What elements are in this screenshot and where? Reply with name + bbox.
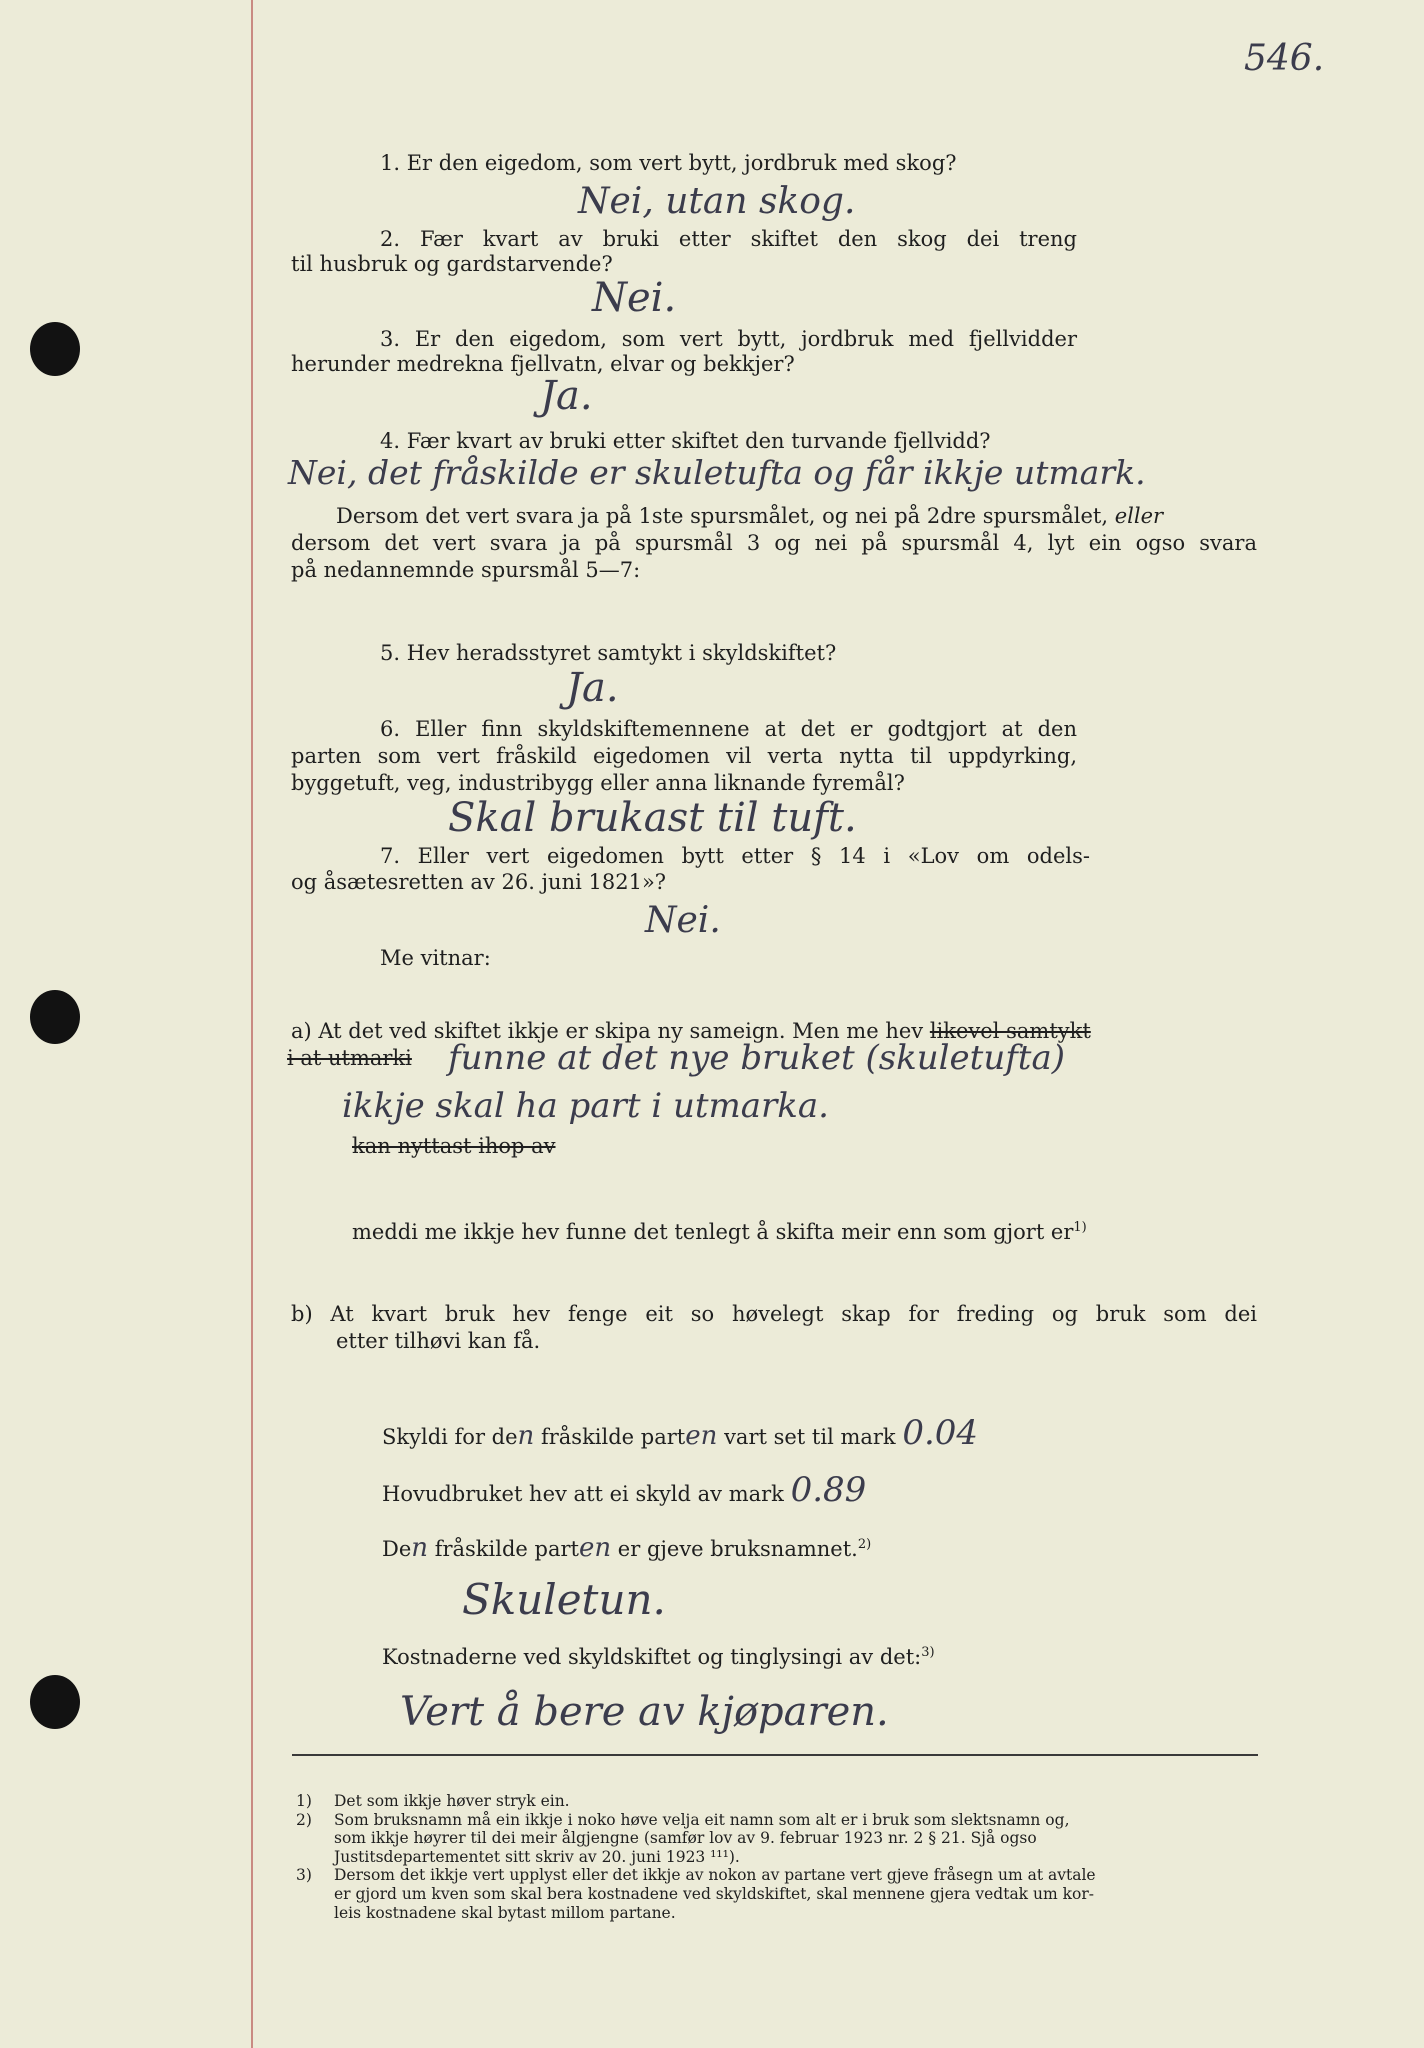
- answer-7: Nei.: [645, 900, 721, 941]
- condition-eller: eller: [1114, 504, 1164, 528]
- answer-4: Nei, det fråskilde er skuletufta og får ikkje utmark.: [288, 453, 1146, 492]
- question-5: 5. Hev heradsstyret samtykt i skyldskiftet?: [380, 641, 837, 665]
- punch-hole: [30, 1675, 80, 1729]
- footnote-rule: [292, 1754, 1258, 1756]
- punch-hole: [30, 322, 80, 376]
- skyld-1-b: fråskilde part: [540, 1425, 686, 1449]
- kostnader-answer: Vert å bere av kjøparen.: [400, 1689, 889, 1735]
- meddi-text: meddi me ikkje hev funne det tenlegt å skifta meir enn som gjort er: [352, 1220, 1074, 1244]
- witness-label: Me vitnar:: [380, 946, 491, 970]
- condition-line-1: [336, 503, 1163, 530]
- skyld-1-hand-1: n: [517, 1421, 535, 1451]
- footnote-line: som ikkje høyrer til dei meir ålgjengne (samfør lov av 9. februar 1923 nr. 2 § 21. Sjå ogso: [334, 1829, 1037, 1848]
- bruksnamn-answer: Skuletun.: [462, 1575, 666, 1624]
- condition-text: Dersom det vert svara ja på 1ste spursmålet, og nei på 2dre spursmålet,: [336, 504, 1109, 528]
- footnote-ref-1: 1): [1073, 1220, 1087, 1235]
- question-1: 1. Er den eigedom, som vert bytt, jordbruk med skog?: [380, 151, 957, 175]
- skyld-3-hand-1: n: [411, 1533, 429, 1563]
- page-number: 546.: [1244, 38, 1325, 79]
- question-3-line-2: herunder medrekna fjellvatn, elvar og bekkjer?: [291, 352, 795, 376]
- skyld-3-c: er gjeve bruksnamnet.: [617, 1537, 858, 1561]
- question-2-line-2: til husbruk og gardstarvende?: [291, 252, 613, 276]
- struck-text-1: likevel samtykt: [929, 1019, 1091, 1043]
- answer-1: Nei, utan skog.: [578, 181, 856, 222]
- kostnader-label: [382, 1639, 935, 1671]
- skyld-1-value: 0.04: [902, 1413, 979, 1453]
- answer-5: Ja.: [566, 665, 619, 711]
- footnote-line: Det som ikkje høver stryk ein.: [334, 1792, 570, 1810]
- struck-text-2: i at utmarki: [287, 1046, 412, 1070]
- struck-text-3: kan nyttast ihop av: [352, 1134, 556, 1158]
- condition-line-3: på nedannemnde spursmål 5—7:: [291, 558, 641, 582]
- handwritten-a-1: funne at det nye bruket (skuletufta): [448, 1038, 1065, 1078]
- witness-b-line-2: etter tilhøvi kan få.: [336, 1329, 541, 1353]
- question-4: 4. Fær kvart av bruki etter skiftet den turvande fjellvidd?: [380, 429, 991, 453]
- skyld-3-b: fråskilde part: [434, 1537, 579, 1561]
- footnote-number: 2): [296, 1810, 312, 1829]
- answer-2: Nei.: [592, 275, 677, 321]
- skyld-1-a: Skyldi for de: [382, 1425, 518, 1449]
- question-7-line-1: 7. Eller vert eigedomen bytt etter § 14 i «Lov om odels-: [380, 844, 1090, 868]
- skyld-2-a: Hovudbruket hev att ei skyld av mark: [382, 1482, 784, 1506]
- handwritten-a-2: ikkje skal ha part i utmarka.: [342, 1086, 829, 1126]
- skyld-line-2: [382, 1468, 866, 1512]
- witness-a-meddi: [352, 1214, 1087, 1246]
- kost-text: Kostnaderne ved skyldskiftet og tinglysingi av det:: [382, 1645, 922, 1669]
- skyld-2-value: 0.89: [790, 1470, 867, 1510]
- skyld-3-hand-2: en: [578, 1533, 612, 1563]
- question-7-line-2: og åsætesretten av 26. juni 1821»?: [291, 870, 667, 894]
- skyld-line-3: [382, 1526, 871, 1570]
- footnote-line: Justitsdepartementet sitt skriv av 20. juni 1923 ¹¹¹).: [334, 1847, 740, 1866]
- margin-line: [251, 0, 253, 2048]
- punch-hole: [30, 990, 80, 1044]
- answer-3: Ja.: [540, 373, 593, 419]
- footnote-ref-3: 3): [921, 1645, 935, 1660]
- condition-line-2: dersom det vert svara ja på spursmål 3 og nei på spursmål 4, lyt ein ogso svara: [291, 531, 1257, 555]
- question-3-line-1: 3. Er den eigedom, som vert bytt, jordbruk med fjellvidder: [380, 327, 1077, 351]
- skyld-line-1: [382, 1411, 978, 1458]
- question-6-line-3: byggetuft, veg, industribygg eller anna liknande fyremål?: [291, 771, 905, 795]
- footnote-number: 1): [296, 1792, 312, 1810]
- witness-b-line-1: b) At kvart bruk hev fenge eit so høvelegt skap for freding og bruk som dei: [291, 1302, 1257, 1326]
- footnote-line: Dersom det ikkje vert upplyst eller det ikkje av nokon av partane vert gjeve fråsegn um at avtale: [334, 1866, 1096, 1885]
- skyld-3-a: De: [382, 1537, 412, 1561]
- footnote-line: leis kostnadene skal bytast millom partane.: [334, 1903, 676, 1922]
- footnote-number: 3): [296, 1866, 312, 1885]
- footnote-ref-2: 2): [857, 1537, 872, 1552]
- question-2-line-1: 2. Fær kvart av bruki etter skiftet den skog dei treng: [380, 227, 1077, 251]
- skyld-1-hand-2: en: [685, 1421, 718, 1451]
- question-6-line-1: 6. Eller finn skyldskiftemennene at det er godtgjort at den: [380, 717, 1077, 741]
- skyld-1-c: vart set til mark: [724, 1425, 896, 1449]
- footnote-line: Som bruksnamn må ein ikkje i noko høve velja eit namn som alt er i bruk som slektsnamn og,: [334, 1810, 1070, 1829]
- answer-6: Skal brukast til tuft.: [448, 795, 857, 841]
- question-6-line-2: parten som vert fråskild eigedomen vil verta nytta til uppdyrking,: [291, 744, 1077, 768]
- footnote-line: er gjord um kven som skal bera kostnadene ved skyldskiftet, skal mennene gjera vedtak um kor-: [334, 1885, 1094, 1903]
- witness-a-text: a) At det ved skiftet ikkje er skipa ny sameign. Men me hev: [291, 1019, 924, 1043]
